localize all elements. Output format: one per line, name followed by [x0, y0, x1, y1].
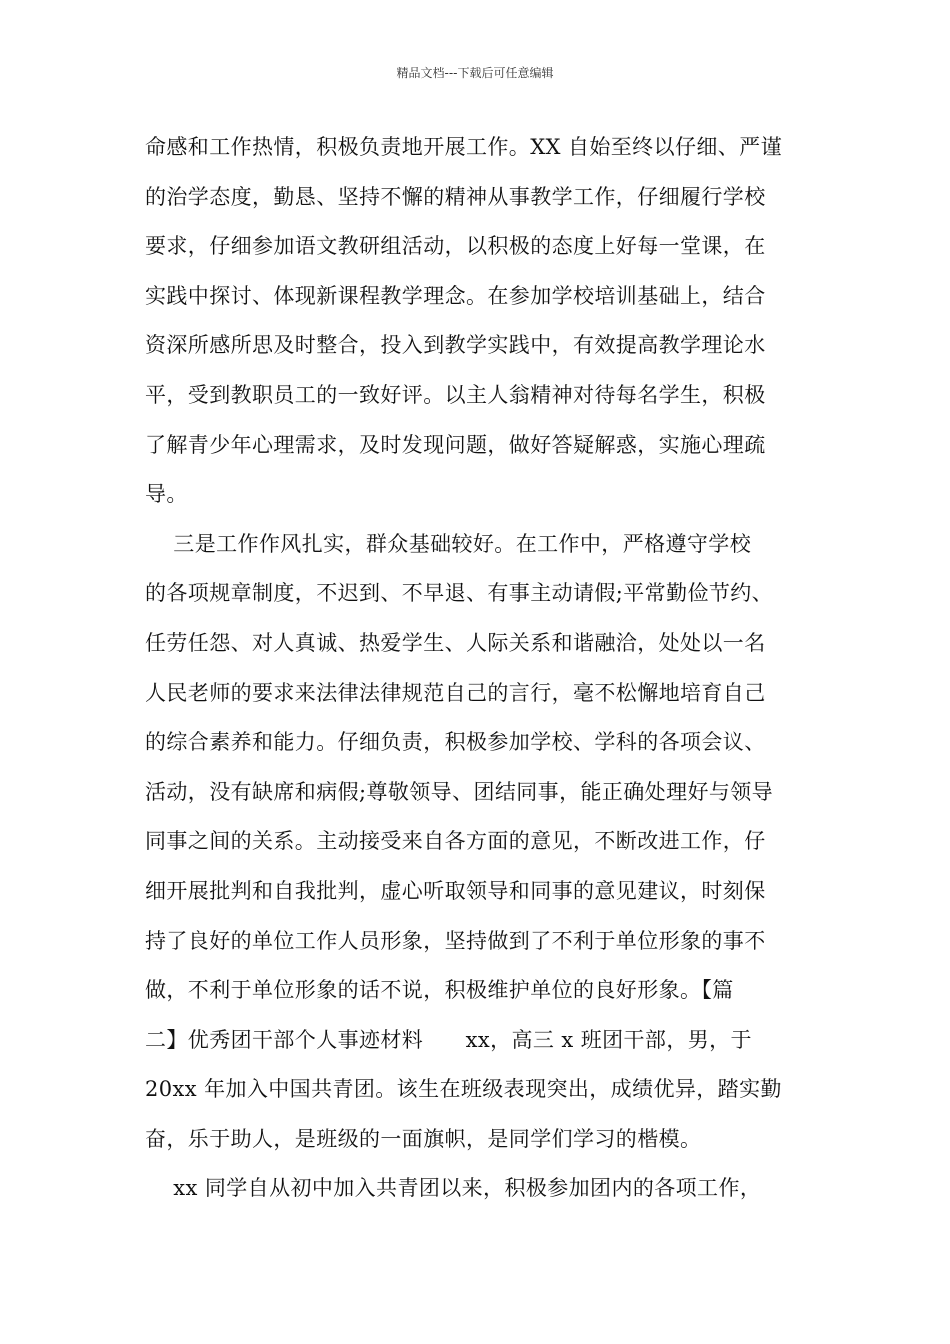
text-line: 20xx 年加入中国共青团。该生在班级表现突出，成绩优异，踏实勤	[145, 1077, 782, 1102]
text-line: 导。	[145, 482, 188, 507]
text-line: 做，不利于单位形象的话不说，积极维护单位的良好形象。【篇	[145, 978, 734, 1003]
text-line: 奋，乐于助人，是班级的一面旗帜，是同学们学习的楷模。	[145, 1126, 702, 1151]
paragraph	[145, 1173, 815, 1223]
document-body	[145, 132, 815, 1223]
text-line: 细开展批判和自我批判，虚心听取领导和同事的意见建议，时刻保	[145, 878, 766, 903]
text-line: 的各项规章制度，不迟到、不早退、有事主动请假;平常勤俭节约、	[145, 581, 774, 606]
text-line: 平，受到教职员工的一致好评。以主人翁精神对待每名学生，积极	[145, 382, 766, 407]
text-line: 二】优秀团干部个人事迹材料 xx，高三 x 班团干部，男，于	[145, 1027, 752, 1052]
text-line: 要求，仔细参加语文教研组活动，以积极的态度上好每一堂课，在	[145, 234, 766, 259]
text-line: xx 同学自从初中加入共青团以来，积极参加团内的各项工作，	[145, 1176, 762, 1201]
text-line: 的治学态度，勤恳、坚持不懈的精神从事教学工作，仔细履行学校	[145, 184, 766, 209]
paragraph	[145, 132, 815, 529]
text-line: 任劳任怨、对人真诚、热爱学生、人际关系和谐融洽，处处以一名	[145, 630, 766, 655]
text-line: 命感和工作热情，积极负责地开展工作。XX 自始至终以仔细、严谨	[145, 135, 782, 159]
paragraph	[145, 529, 815, 1174]
text-line: 资深所感所思及时整合，投入到教学实践中，有效提高教学理论水	[145, 333, 766, 358]
text-line: 三是工作作风扎实，群众基础较好。在工作中，严格遵守学校	[145, 531, 752, 556]
text-line: 活动，没有缺席和病假;尊敬领导、团结同事，能正确处理好与领导	[145, 779, 774, 804]
page-header: 精品文档---下载后可任意编辑	[396, 66, 554, 80]
text-line: 的综合素养和能力。仔细负责，积极参加学校、学科的各项会议、	[145, 730, 766, 755]
text-line: 持了良好的单位工作人员形象，坚持做到了不利于单位形象的事不	[145, 928, 766, 953]
text-line: 了解青少年心理需求，及时发现问题，做好答疑解惑，实施心理疏	[145, 432, 766, 457]
text-line: 人民老师的要求来法律法律规范自己的言行，毫不松懈地培育自己	[145, 680, 766, 705]
text-line: 实践中探讨、体现新课程教学理念。在参加学校培训基础上，结合	[145, 283, 766, 308]
text-line: 同事之间的关系。主动接受来自各方面的意见，不断改进工作，仔	[145, 829, 766, 854]
